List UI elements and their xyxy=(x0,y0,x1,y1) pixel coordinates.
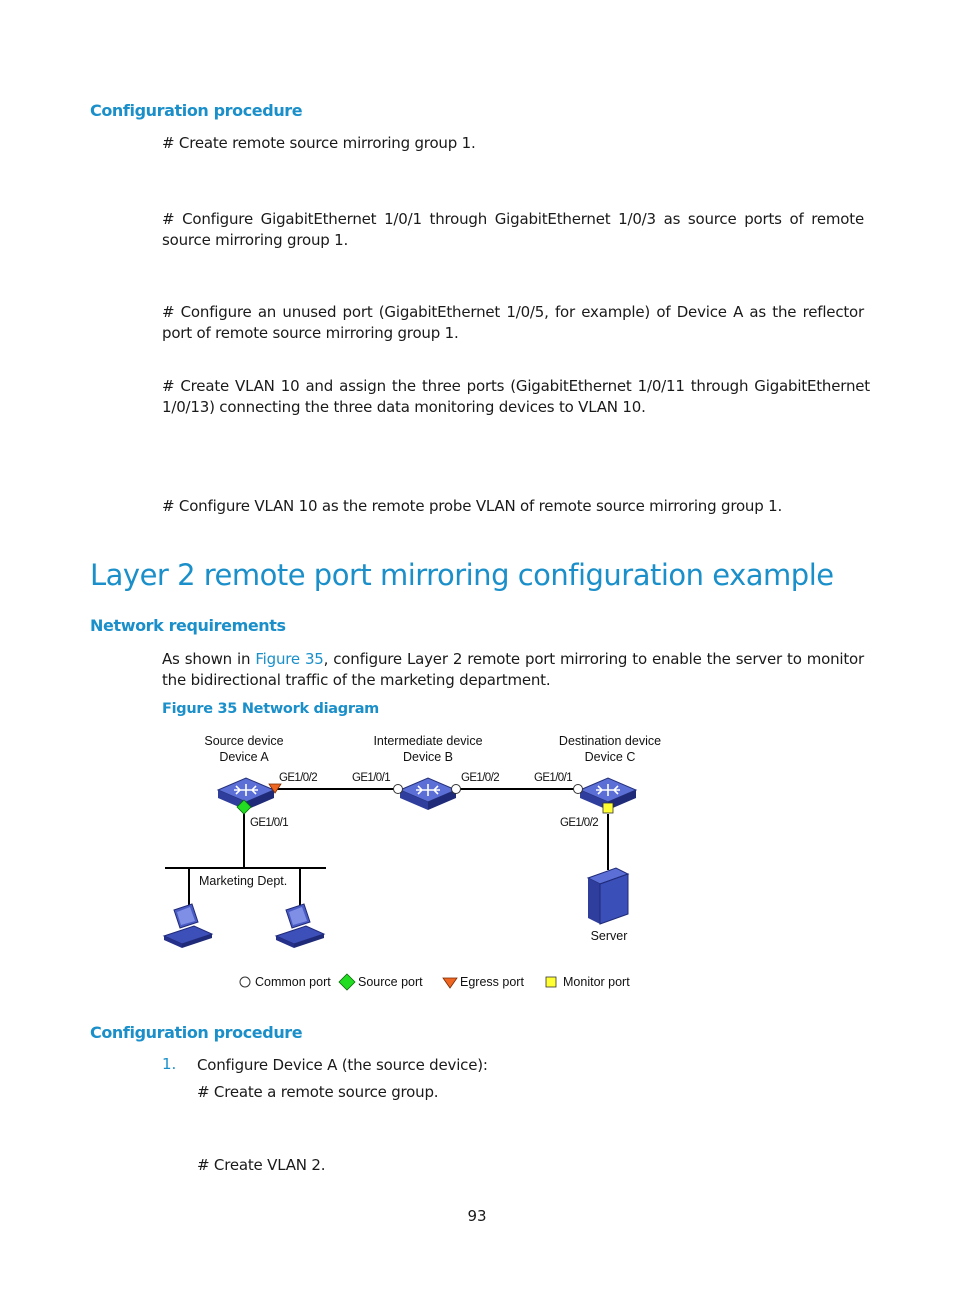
legend-monitor-label: Monitor port xyxy=(563,975,630,989)
legend-source-swatch xyxy=(339,974,355,990)
legend-source-label: Source port xyxy=(358,975,423,989)
server-label: Server xyxy=(590,929,628,943)
legend xyxy=(240,974,630,990)
device-c-name: Device C xyxy=(584,750,636,764)
step-number: 1. xyxy=(162,1055,177,1073)
monitor-port-marker xyxy=(603,803,613,813)
port-label-c-ge102: GE1/0/2 xyxy=(560,817,598,829)
device-c-role: Destination device xyxy=(558,734,662,748)
figure-35-link[interactable]: Figure 35 xyxy=(255,650,324,668)
req-text-after: , configure Layer 2 remote port mirroring to enable the server to monitor the bidirectional traffic of the marketing department. xyxy=(162,650,864,689)
step-text: Configure Device A (the source device): xyxy=(197,1056,488,1074)
port-label-a-ge101: GE1/0/1 xyxy=(250,817,288,829)
req-text-before: As shown in xyxy=(162,650,256,668)
legend-common-swatch xyxy=(240,977,250,987)
figure-caption: Figure 35 Network diagram xyxy=(162,701,379,717)
paragraph-source-ports: # Configure GigabitEthernet 1/0/1 through GigabitEthernet 1/0/3 as source ports of remote source mirroring group 1. xyxy=(162,210,864,249)
common-port-marker-c1 xyxy=(574,785,583,794)
section-heading-configuration-procedure-2: Configuration procedure xyxy=(90,1023,303,1042)
device-a-name: Device A xyxy=(219,750,269,764)
port-label-b-ge101: GE1/0/1 xyxy=(352,772,390,784)
page-number: 93 xyxy=(467,1207,487,1225)
pc-icon-1 xyxy=(164,904,212,948)
port-label-c-ge101: GE1/0/1 xyxy=(534,772,572,784)
paragraph-create-group: # Create remote source mirroring group 1. xyxy=(162,134,476,152)
page-title: Layer 2 remote port mirroring configuration example xyxy=(90,558,834,592)
section-heading-network-requirements: Network requirements xyxy=(90,616,286,635)
port-label-a-ge102: GE1/0/2 xyxy=(279,772,317,784)
note-create-remote-source-group: # Create a remote source group. xyxy=(197,1083,439,1101)
paragraph-network-requirements xyxy=(162,649,864,691)
paragraph-remote-probe-vlan: # Configure VLAN 10 as the remote probe VLAN of remote source mirroring group 1. xyxy=(162,497,783,515)
switch-icon-device-b xyxy=(400,778,456,810)
legend-egress-swatch xyxy=(443,978,457,988)
server-icon xyxy=(588,868,628,924)
pc-icon-2 xyxy=(276,904,324,948)
common-port-marker-b2 xyxy=(452,785,461,794)
paragraph-reflector-port: # Configure an unused port (GigabitEthernet 1/0/5, for example) of Device A as the reflector port of remote source mirroring group 1. xyxy=(162,303,864,342)
device-b-name: Device B xyxy=(402,750,454,764)
marketing-dept-label: Marketing Dept. xyxy=(199,874,288,888)
paragraph-vlan-10: # Create VLAN 10 and assign the three ports (GigabitEthernet 1/0/11 through GigabitEthernet 1/0/13) connecting the three data monitoring devices to VLAN 10. xyxy=(162,377,870,416)
network-diagram xyxy=(150,728,670,1000)
device-b-role: Intermediate device xyxy=(373,734,483,748)
legend-egress-label: Egress port xyxy=(460,975,524,989)
section-heading-configuration-procedure: Configuration procedure xyxy=(90,101,303,120)
device-a-role: Source device xyxy=(204,734,284,748)
port-label-b-ge102: GE1/0/2 xyxy=(461,772,499,784)
common-port-marker-b1 xyxy=(394,785,403,794)
legend-common-label: Common port xyxy=(255,975,331,989)
note-create-vlan-2: # Create VLAN 2. xyxy=(197,1156,326,1174)
legend-monitor-swatch xyxy=(546,977,556,987)
